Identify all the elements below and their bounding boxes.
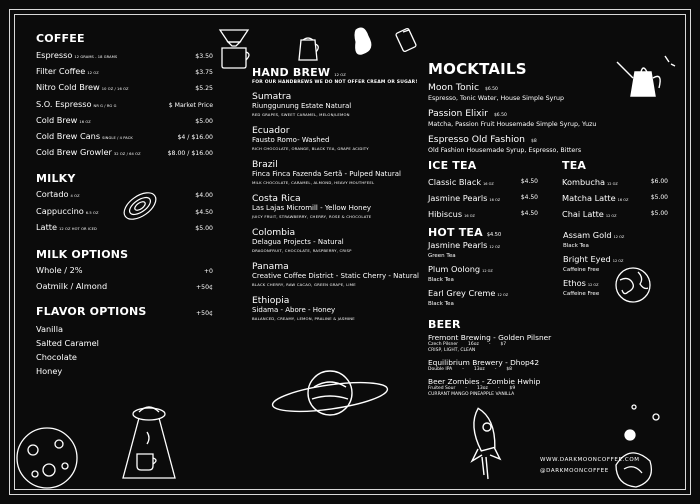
hot-tea-item: [428, 289, 538, 308]
beer-detail: $7: [500, 342, 507, 347]
ice-tea-item-price: $4.50: [520, 210, 538, 217]
hot-tea-name: Plum Oolong: [428, 264, 481, 274]
tea-item-name: Matcha Latte: [562, 193, 616, 203]
coffee-item-row: [36, 113, 213, 129]
footer-handle: @DARKMOONCOFFEE: [540, 468, 609, 474]
hot-tea-type: Green Tea: [428, 253, 456, 259]
hot-tea-type: Caffeine Free: [563, 291, 600, 297]
coffee-item-row: [36, 97, 213, 113]
coffee-item-row: [36, 145, 213, 161]
globe-icon: [614, 266, 652, 304]
hot-tea-item: [428, 241, 538, 260]
hand-brew-heading: HAND BREW: [252, 66, 331, 79]
hot-tea-name-group: [563, 255, 668, 266]
hand-brew-origin: Sumatra: [252, 91, 292, 102]
coffee-item-name: S.O. Espresso: [36, 98, 92, 109]
coffee-heading: COFFEE: [36, 32, 85, 45]
hot-tea-type: Black Tea: [428, 277, 454, 283]
mocktail-item: [428, 134, 673, 155]
beer-detail: -: [494, 367, 497, 372]
footer-website: WWW.DARKMOONCOFFEE.COM: [540, 457, 640, 463]
tea-item-name: Chai Latte: [562, 209, 604, 219]
coffee-item-name-group: [36, 48, 117, 64]
beer-detail: 16oz: [467, 342, 479, 347]
milk-options-list: [36, 263, 213, 295]
tea-item-price: $5.00: [650, 194, 668, 201]
coffee-item-price: $5.00: [195, 117, 213, 125]
coffee-item-name-group: [36, 145, 141, 161]
ice-tea-item-size: 16 OZ: [464, 214, 475, 218]
coffee-list: [36, 48, 213, 161]
ice-tea-item-name-group: [428, 207, 475, 223]
hand-brew-item: [252, 91, 420, 118]
hand-brew-farm: Fausto Romo- Washed: [252, 136, 330, 144]
ice-tea-list: [428, 175, 538, 223]
coffee-item-name-group: [36, 97, 116, 113]
hand-brew-origin: Brazil: [252, 159, 278, 170]
galaxy-icon: [120, 186, 160, 226]
beer-detail: CURRANT MANGO PINEAPPLE VANILLA: [428, 392, 515, 397]
milky-item-name-group: [36, 220, 97, 236]
moon-icon: [15, 418, 87, 492]
coffee-item-name: Nitro Cold Brew: [36, 82, 100, 93]
milk-option-name: Oatmilk / Almond: [36, 281, 108, 292]
tea-item-price: $5.00: [650, 210, 668, 217]
coffee-item-name: Cold Brew Growler: [36, 147, 112, 158]
coffee-item-price: $ Market Price: [168, 101, 213, 109]
ice-tea-heading: ICE TEA: [428, 159, 477, 172]
mocktail-name: Passion Elixir: [428, 108, 488, 119]
tea-item-name-group: [562, 191, 628, 207]
hand-brew-tasting-notes: RICH CHOCOLATE, ORANGE, BLACK TEA, GRAPE ACIDITY: [252, 146, 369, 151]
rocket-icon: [462, 405, 506, 483]
hot-tea-type: Caffeine Free: [563, 267, 600, 273]
beer-detail: Czech Pilsner: [428, 342, 458, 347]
mocktails-heading: MOCKTAILS: [428, 60, 527, 78]
beer-heading: BEER: [428, 318, 461, 331]
hand-brew-origin: Ethiopia: [252, 295, 290, 306]
milk-option-row: [36, 279, 213, 295]
milk-option-price: +50¢: [196, 284, 213, 292]
hand-brew-farm: Creative Coffee District - Static Cherry - Natural: [252, 272, 419, 280]
mocktail-price: $6.50: [485, 87, 498, 92]
saturn-icon: [270, 363, 390, 423]
mocktail-description: Espresso, Tonic Water, House Simple Syrup: [428, 95, 564, 102]
milky-item-name: Latte: [36, 221, 58, 232]
hot-tea-size: 12 OZ: [613, 235, 625, 239]
hot-tea-item: [428, 265, 538, 284]
hot-tea-type: Black Tea: [563, 243, 589, 249]
hand-brew-origin: Colombia: [252, 227, 296, 238]
ice-tea-item-price: $4.50: [520, 194, 538, 201]
milky-item-name-group: [36, 204, 99, 220]
tea-item-size: 16 OZ: [617, 198, 629, 202]
hot-tea-item: [563, 231, 668, 250]
tea-item-name-group: [562, 207, 617, 223]
coffee-item-price: $3.75: [195, 69, 213, 77]
coffee-item-name: Cold Brew: [36, 114, 78, 125]
hand-brew-origin: Costa Rica: [252, 193, 301, 204]
hot-tea-size: 12 OZ: [587, 283, 599, 287]
tea-item-price: $6.00: [650, 178, 668, 185]
ice-tea-item-name: Hibiscus: [428, 209, 463, 219]
tea-item-row: [562, 207, 668, 223]
tea-heading: TEA: [562, 159, 587, 172]
ice-tea-item-name-group: [428, 191, 500, 207]
hand-brew-item: [252, 261, 420, 288]
hand-brew-note: FOR OUR HANDBREWS WE DO NOT OFFER CREAM OR SUGAR!: [252, 80, 418, 85]
coffee-item-name: Filter Coffee: [36, 66, 86, 77]
coffee-item-sub: 12 GRAMS - 18 GRAMS: [74, 55, 118, 59]
hand-brew-tasting-notes: MILK CHOCOLATE, CARAMEL, ALMOND, HEAVY MOUTHFEEL: [252, 180, 375, 185]
hot-tea-size: 12 OZ: [489, 245, 501, 249]
coffee-item-name-group: [36, 129, 133, 145]
beer-name: Fremont Brewing - Golden Pilsner: [428, 333, 552, 342]
milk-jug-icon: [295, 36, 321, 64]
beer-detail: 13oz: [473, 367, 485, 372]
ice-tea-item-size: 16 OZ: [483, 182, 494, 186]
tea-section: [562, 159, 668, 223]
ice-tea-item-row: [428, 207, 538, 223]
beer-name: Beer Zombies - Zombie Hwhip: [428, 377, 541, 386]
ice-tea-section: [428, 159, 538, 223]
milk-options-heading: MILK OPTIONS: [36, 248, 129, 262]
milk-option-name-group: [36, 263, 83, 277]
mocktail-price: $6.50: [493, 113, 507, 118]
ice-tea-item-name: Jasmine Pearls: [428, 193, 488, 203]
beer-detail: Fruited Sour: [428, 386, 456, 391]
beer-name: Equilibrium Brewery - Dhop42: [428, 358, 540, 367]
ice-tea-item-price: $4.50: [520, 178, 538, 185]
mocktail-price: $8: [530, 139, 537, 144]
beer-section: [428, 318, 608, 402]
tea-list: [562, 175, 668, 223]
milky-item-name-group: [36, 187, 80, 203]
ice-tea-item-row: [428, 191, 538, 207]
hot-tea-name: Ethos: [563, 278, 586, 288]
coffee-item-name: Cold Brew Cans: [36, 131, 101, 142]
milky-item-price: $5.00: [195, 224, 213, 232]
hand-brew-farm: Finca Finca Fazenda Sertã - Pulped Natural: [252, 170, 401, 178]
tea-item-name: Kombucha: [562, 177, 606, 187]
hand-brew-header: [252, 66, 420, 79]
beer-detail: -: [462, 367, 464, 372]
coffee-item-sub: 12 OZ: [87, 71, 99, 76]
coffee-item-price: $4 / $16.00: [177, 134, 213, 142]
mocktail-name: Moon Tonic: [428, 82, 480, 93]
tea-item-name-group: [562, 175, 618, 191]
coffee-item-name-group: [36, 80, 129, 96]
hot-tea-size: 12 OZ: [482, 269, 493, 273]
flavor-option: Chocolate: [36, 352, 77, 363]
hand-brew-origin: Panama: [252, 261, 289, 272]
flavor-option: Salted Caramel: [36, 337, 99, 348]
hot-tea-name: Jasmine Pearls: [428, 240, 488, 250]
ice-tea-item-row: [428, 175, 538, 191]
coffee-item-sub: SINGLE / 4 PACK: [102, 136, 133, 141]
coffee-item-name-group: [36, 113, 91, 129]
coffee-item-name: Espresso: [36, 50, 73, 60]
flavor-option: Honey: [36, 366, 63, 377]
hand-brew-farm: Delagua Projects - Natural: [252, 238, 344, 246]
hot-tea-price: $4.50: [486, 232, 502, 238]
hand-brew-item: [252, 295, 420, 322]
hand-brew-column: [252, 66, 420, 322]
coffee-item-price: $5.25: [195, 85, 213, 93]
milky-item-name: Cappuccino: [36, 205, 84, 216]
hot-tea-type: Black Tea: [428, 301, 454, 307]
hand-brew-item: [252, 125, 420, 152]
milk-option-row: [36, 263, 213, 279]
cup-icon: [395, 24, 421, 54]
milk-option-price: +0: [203, 268, 213, 276]
hot-tea-left-list: [428, 241, 538, 313]
hot-tea-heading: HOT TEA: [428, 226, 483, 239]
milk-option-name: Whole / 2%: [36, 265, 83, 276]
hot-tea-name-group: [428, 241, 538, 252]
beer-detail: Double IPA: [428, 367, 453, 372]
milky-item-name: Cortado: [36, 189, 69, 200]
coffee-item-sub: 32 OZ / 64 OZ: [113, 152, 141, 157]
beer-item: [428, 358, 608, 373]
hot-tea-name-group: [428, 289, 538, 300]
milky-heading: MILKY: [36, 172, 76, 186]
coffee-item-sub: 10 OZ / 16 OZ: [101, 87, 129, 92]
coffee-bean-icon: [350, 26, 380, 58]
hand-brew-size: 12 OZ: [334, 72, 346, 77]
beer-detail: $8: [506, 367, 513, 372]
hand-brew-farm: Riunggunung Estate Natural: [252, 102, 352, 110]
coffee-item-sub: 16 OZ: [79, 119, 91, 124]
hot-tea-size: 12 OZ: [612, 259, 624, 263]
pour-over-icon: [214, 28, 254, 70]
hand-brew-tasting-notes: BALANCED, CREAMY, LEMON, PRALINE & JASMINE: [252, 316, 355, 321]
hot-tea-name: Bright Eyed: [563, 254, 611, 264]
tea-item-row: [562, 191, 668, 207]
coffee-item-price: $3.50: [195, 53, 213, 60]
coffee-item-row: [36, 64, 213, 80]
hand-brew-farm: Sidama - Abore - Honey: [252, 306, 336, 314]
hot-tea-name-group: [563, 231, 668, 242]
milky-item-price: $4.50: [195, 208, 213, 216]
milky-item-sub: 4 OZ: [70, 194, 80, 199]
beer-item: [428, 377, 608, 398]
beer-item: [428, 333, 608, 354]
hot-tea-name: Assam Gold: [563, 230, 612, 240]
hand-brew-tasting-notes: DRAGONFRUIT, CHOCOLATE, RASPBERRY, CRISP: [252, 248, 352, 253]
hot-tea-size: 12 OZ: [497, 293, 509, 297]
ice-tea-item-size: 16 OZ: [489, 198, 501, 202]
milky-item-sub: 12 OZ HOT OR ICED: [59, 226, 97, 231]
hand-brew-tasting-notes: BLACK CHERRY, RAW CACAO, GREEN GRAPE, LIME: [252, 282, 356, 287]
beer-detail: CRISP, LIGHT, CLEAN: [428, 348, 476, 353]
beer-detail: -: [465, 386, 467, 391]
beer-list: [428, 333, 608, 398]
beer-detail: $9: [509, 386, 516, 391]
milky-item-price: $4.00: [195, 192, 213, 200]
hand-brew-farm: Las Lajas Micromill - Yellow Honey: [252, 204, 372, 212]
flavor-list: [36, 322, 213, 379]
beer-detail-line: [428, 348, 608, 354]
beer-detail-line: [428, 392, 608, 398]
beer-detail-line: [428, 367, 608, 373]
tea-item-row: [562, 175, 668, 191]
beer-detail: 13oz: [476, 386, 488, 391]
beer-detail: -: [488, 342, 491, 347]
coffee-item-row: [36, 80, 213, 96]
coffee-item-name-group: [36, 64, 99, 80]
mocktail-description: Old Fashion Housemade Syrup, Espresso, Bitters: [428, 147, 582, 154]
ufo-cup-icon: [117, 402, 177, 484]
hand-brew-tasting-notes: JUICY FRUIT, STRAWBERRY, CHERRY, ROSE & CHOCOLATE: [252, 214, 372, 219]
flavor-option: Vanilla: [36, 323, 64, 334]
flavor-options-heading: FLAVOR OPTIONS: [36, 305, 147, 319]
milky-item-sub: 6.5 OZ: [85, 210, 99, 215]
mocktail-title: [428, 134, 673, 147]
coffee-item-sub: NR G / RG G: [93, 103, 117, 108]
milk-option-name-group: [36, 279, 107, 293]
coffee-item-row: [36, 48, 213, 64]
hand-brew-item: [252, 159, 420, 186]
hand-brew-origin: Ecuador: [252, 125, 290, 136]
mocktail-name: Espresso Old Fashion: [428, 134, 525, 145]
ice-tea-item-name-group: [428, 175, 494, 191]
hand-brew-item: [252, 227, 420, 254]
hand-brew-list: [252, 91, 420, 322]
flavor-options-header: [36, 305, 213, 321]
flavor-options-price: +50¢: [196, 310, 213, 318]
watering-can-icon: [615, 52, 677, 112]
coffee-item-price: $8.00 / $16.00: [167, 150, 213, 158]
hot-tea-name-group: [428, 265, 538, 276]
astronaut-icon: [596, 395, 686, 495]
tea-item-size: 12 OZ: [605, 214, 617, 218]
hand-brew-item: [252, 193, 420, 220]
hot-tea-name: Earl Grey Creme: [428, 288, 496, 298]
hand-brew-tasting-notes: RED GRAPES, SWEET CARAMEL, MELON/LEMON: [252, 112, 350, 117]
mocktail-description: Matcha, Passion Fruit Housemade Simple Syrup, Yuzu: [428, 121, 597, 128]
ice-tea-item-name: Classic Black: [428, 177, 482, 187]
coffee-item-row: [36, 129, 213, 145]
tea-item-size: 12 OZ: [607, 182, 618, 186]
beer-detail: -: [497, 386, 500, 391]
